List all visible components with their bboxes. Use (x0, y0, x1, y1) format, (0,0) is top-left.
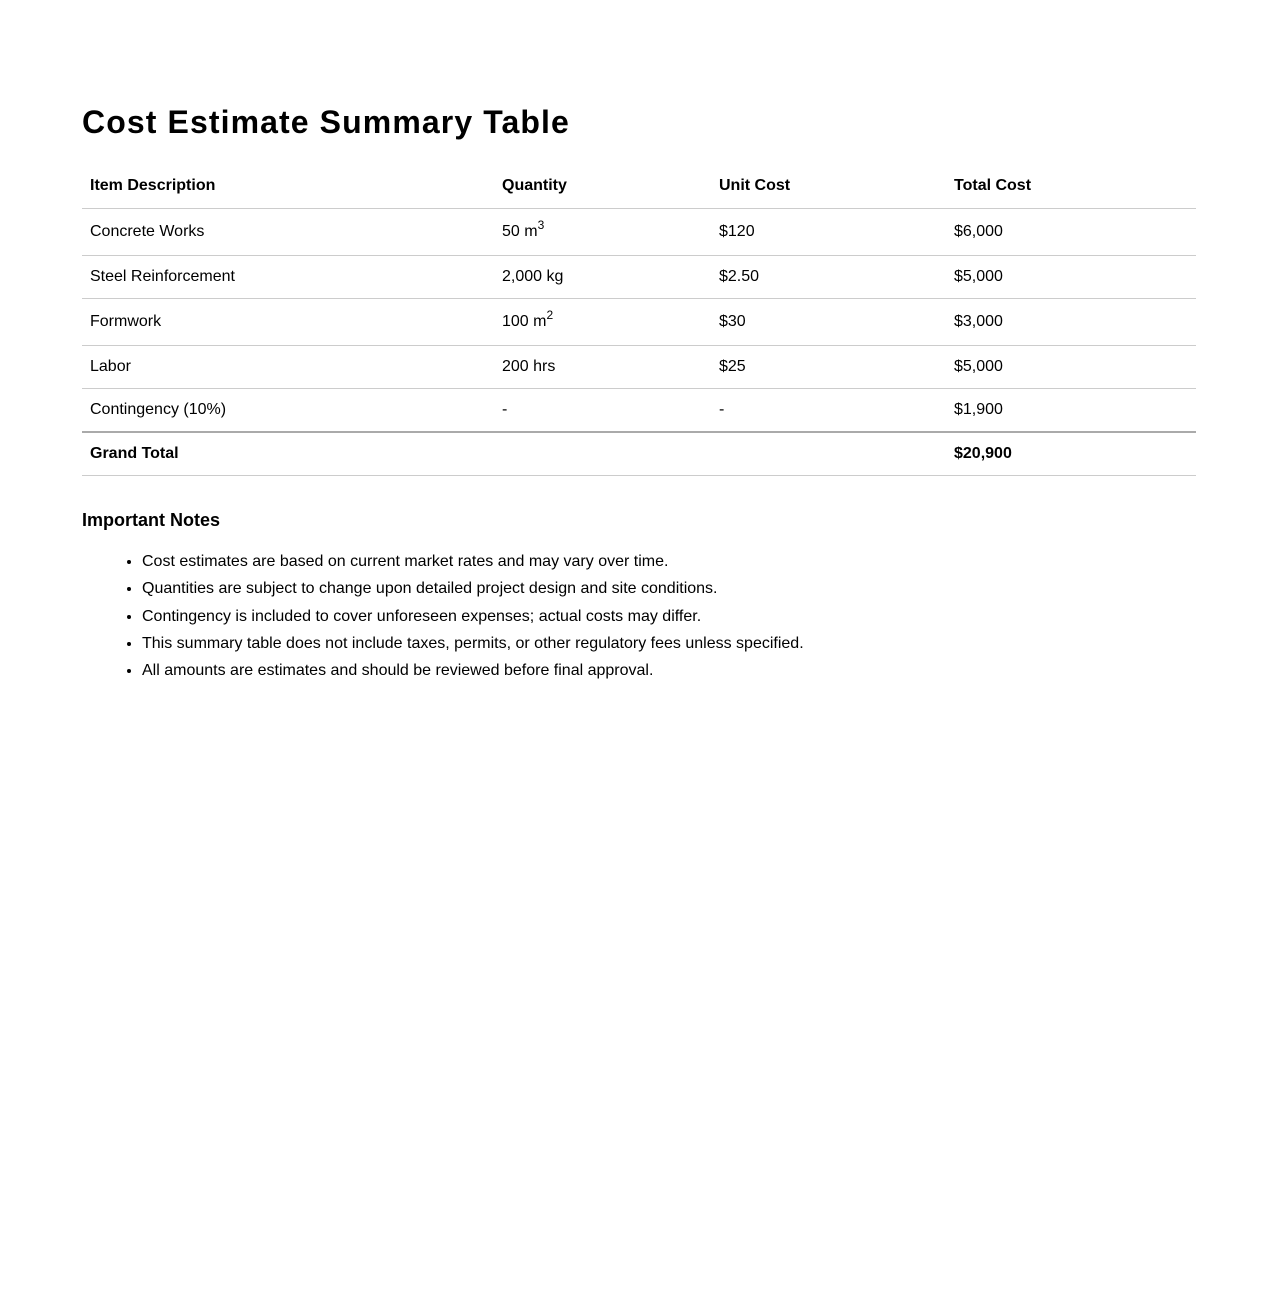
note-item: • Contingency is included to cover unforeseen expenses; actual costs may differ. (142, 603, 1196, 630)
cell-item: Contingency (10%) (82, 389, 494, 433)
grand-total-label: Grand Total (82, 432, 494, 476)
cell-quantity (494, 209, 711, 256)
cell-item: Concrete Works (82, 209, 494, 256)
header-quantity: Quantity (494, 164, 711, 209)
table-row (82, 346, 1196, 389)
quantity-value: - (502, 401, 508, 418)
header-unit-cost: Unit Cost (711, 164, 946, 209)
cell-unit-cost: $120 (711, 209, 946, 256)
page-title: Cost Estimate Summary Table (82, 104, 570, 140)
note-item: • This summary table does not include taxes, permits, or other regulatory fees unless specified. (142, 630, 1196, 657)
notes-list (82, 548, 1196, 684)
table-row (82, 389, 1196, 433)
cell-item: Formwork (82, 299, 494, 346)
grand-total-empty-quantity (494, 432, 711, 476)
notes-heading: Important Notes (82, 510, 221, 530)
table-row (82, 299, 1196, 346)
header-total-cost: Total Cost (946, 164, 1196, 209)
cell-quantity (494, 256, 711, 299)
cell-unit-cost: $30 (711, 299, 946, 346)
grand-total-empty-unit-cost (711, 432, 946, 476)
quantity-value: 50 m (502, 223, 538, 240)
cell-total-cost: $5,000 (946, 346, 1196, 389)
cell-quantity (494, 389, 711, 433)
cell-unit-cost: - (711, 389, 946, 433)
grand-total-row (82, 432, 1196, 476)
note-item: • Quantities are subject to change upon detailed project design and site conditions. (142, 575, 1196, 602)
cell-item: Labor (82, 346, 494, 389)
cell-total-cost: $5,000 (946, 256, 1196, 299)
cell-unit-cost: $25 (711, 346, 946, 389)
quantity-exponent: 2 (546, 307, 554, 322)
quantity-value: 200 hrs (502, 358, 556, 375)
cost-estimate-table (82, 164, 1196, 476)
cell-total-cost: $6,000 (946, 209, 1196, 256)
quantity-exponent: 3 (537, 217, 545, 232)
cell-quantity (494, 346, 711, 389)
quantity-value: 100 m (502, 313, 547, 330)
note-item: • Cost estimates are based on current market rates and may vary over time. (142, 548, 1196, 575)
cell-unit-cost: $2.50 (711, 256, 946, 299)
table-row (82, 209, 1196, 256)
cell-quantity (494, 299, 711, 346)
cell-total-cost: $3,000 (946, 299, 1196, 346)
cell-total-cost: $1,900 (946, 389, 1196, 433)
header-item-description: Item Description (82, 164, 494, 209)
note-item: • All amounts are estimates and should be reviewed before final approval. (142, 657, 1196, 684)
quantity-value: 2,000 kg (502, 268, 564, 285)
cell-item: Steel Reinforcement (82, 256, 494, 299)
grand-total-value: $20,900 (946, 432, 1196, 476)
table-header-row (82, 164, 1196, 209)
table-row (82, 256, 1196, 299)
